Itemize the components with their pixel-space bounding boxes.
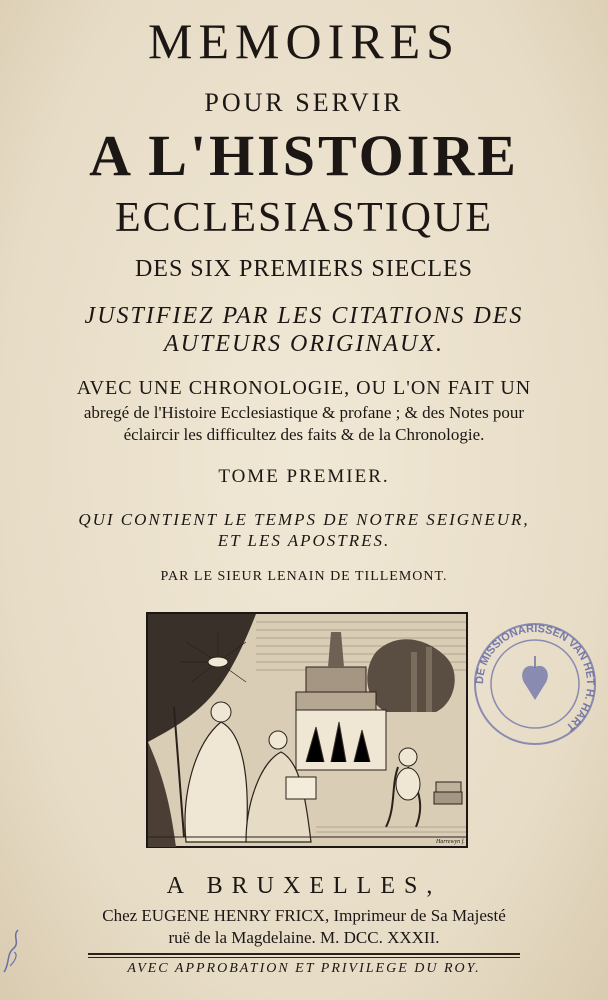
engraving-illustration	[146, 612, 468, 848]
divider-rule-thin	[88, 957, 520, 958]
volume-label: TOME PREMIER.	[218, 466, 390, 487]
description-line-2: abregé de l'Histoire Ecclesiastique & profane ; & des Notes pour	[83, 403, 525, 422]
imprint-printer: Chez EUGENE HENRY FRICX, Imprimeur de Sa Majesté	[102, 906, 506, 925]
contents-line-2: ET LES APOSTRES.	[217, 531, 391, 550]
subtitle-line-1: JUSTIFIEZ PAR LES CITATIONS DES	[84, 303, 524, 329]
title-line-2: POUR SERVIR	[204, 88, 404, 117]
title-line-4: ECCLESIASTIQUE	[115, 195, 493, 241]
author-line: PAR LE SIEUR LENAIN DE TILLEMONT.	[160, 569, 448, 584]
contents-line-1: QUI CONTIENT LE TEMPS DE NOTRE SEIGNEUR,	[78, 510, 530, 529]
description-line-1: AVEC UNE CHRONOLOGIE, OU L'ON FAIT UN	[76, 377, 532, 399]
stamp-text: DE MISSIONARISSEN VAN HET H. HART	[473, 622, 597, 734]
imprint-address-date: ruë de la Magdelaine. M. DCC. XXXII.	[168, 928, 440, 947]
library-stamp	[470, 622, 600, 746]
privilege-line: AVEC APPROBATION ET PRIVILEGE DU ROY.	[127, 961, 481, 976]
description-line-3: éclaircir les difficultez des faits & de la Chronologie.	[123, 425, 485, 444]
title-line-5: DES SIX PREMIERS SIECLES	[134, 256, 474, 282]
title-line-1: MEMOIRES	[148, 13, 460, 69]
title-line-3: A L'HISTOIRE	[89, 123, 519, 188]
subtitle-line-2: AUTEURS ORIGINAUX.	[164, 331, 444, 357]
engraver-signature: Harrewyn f.	[436, 839, 465, 845]
imprint-city: A BRUXELLES,	[166, 873, 442, 899]
divider-rule	[88, 953, 520, 955]
